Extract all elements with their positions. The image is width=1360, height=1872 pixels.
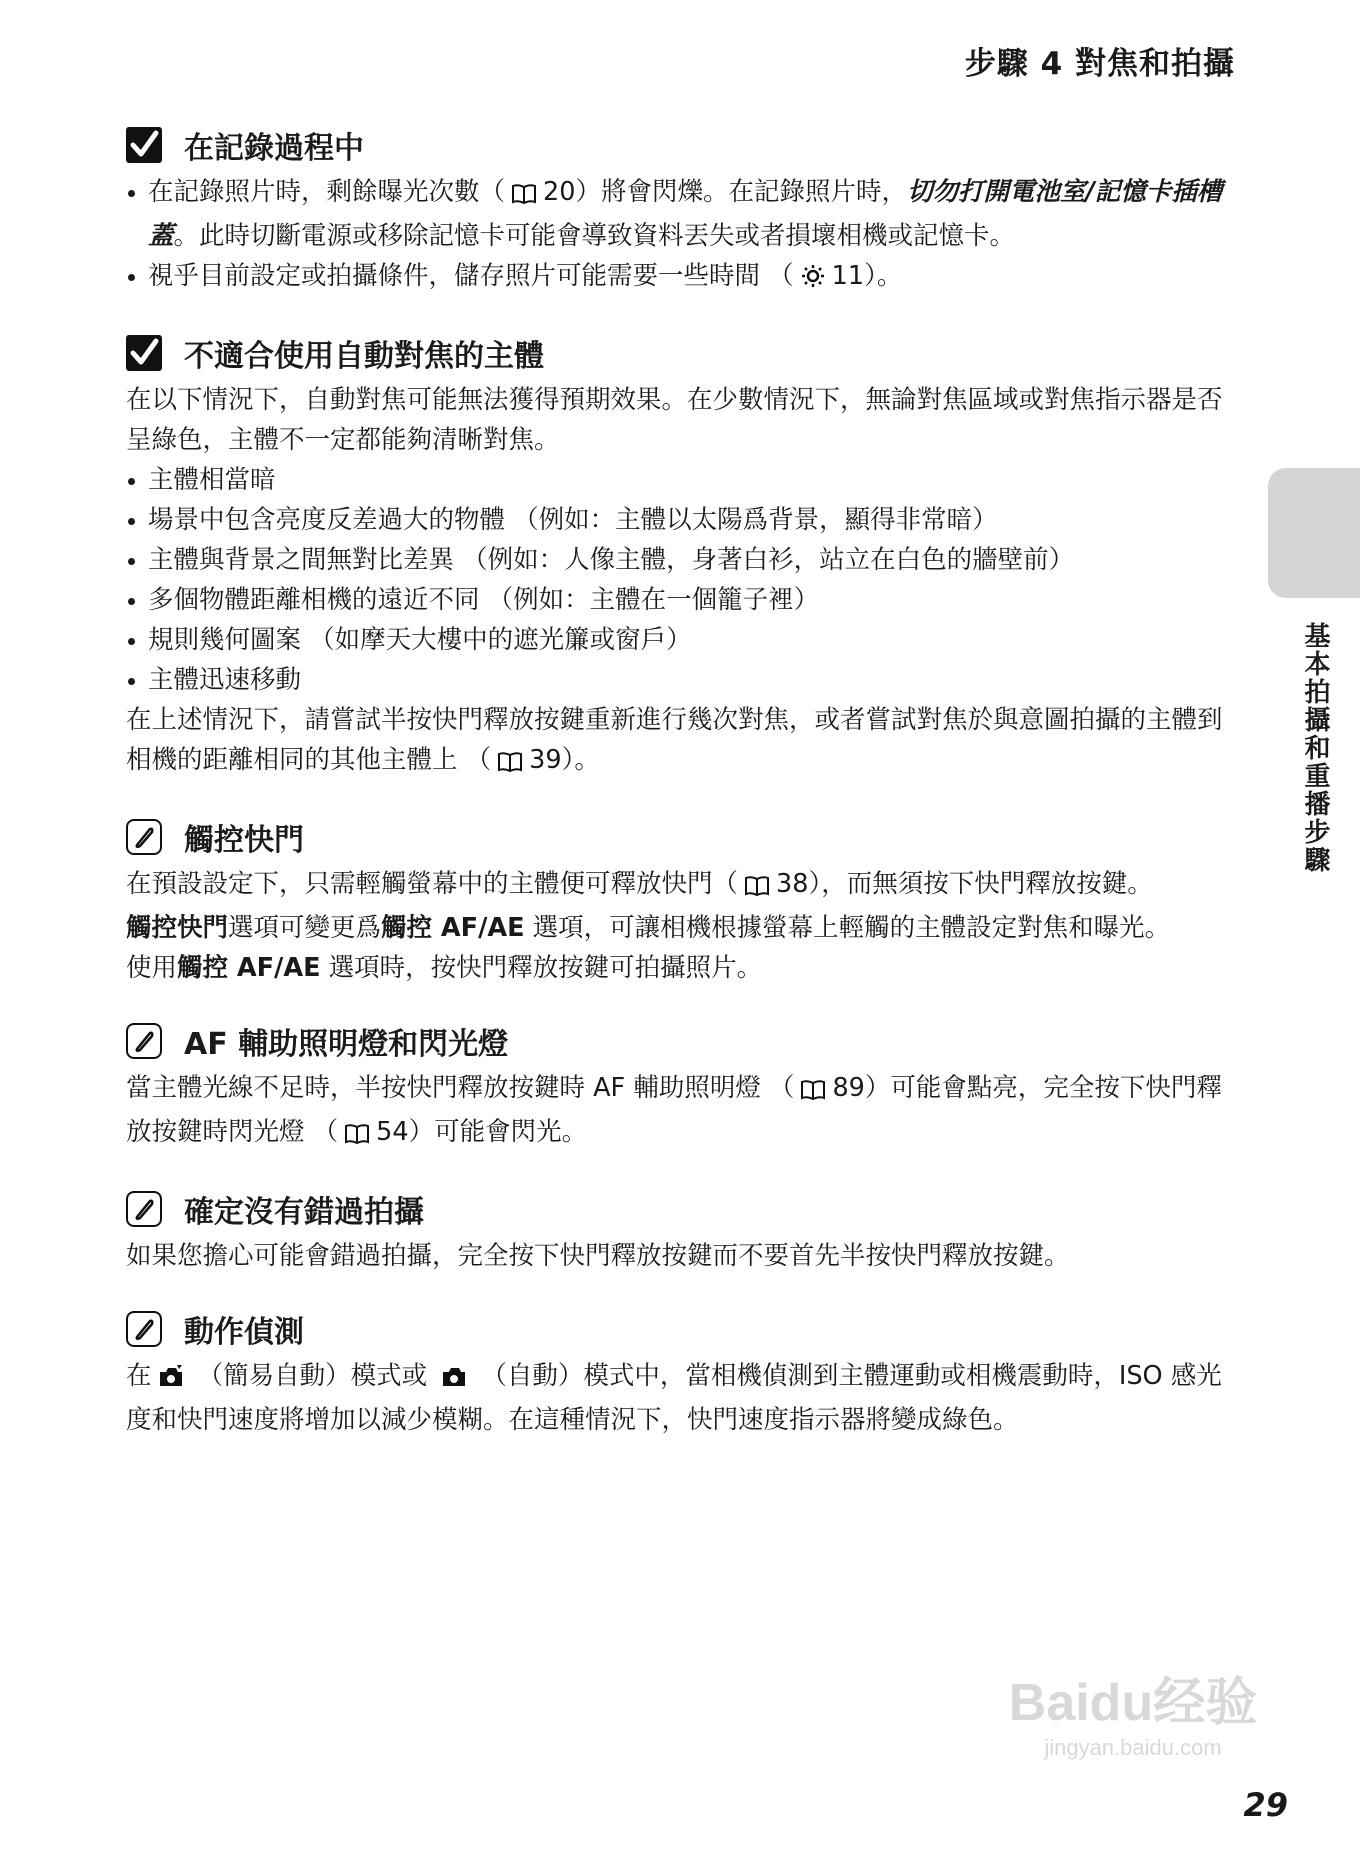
book-reference-icon xyxy=(497,744,523,784)
checkmark-icon xyxy=(126,127,162,163)
list-item: 在記錄照片時，剩餘曝光次數（ 20）將會閃爍。在記錄照片時，切勿打開電池室/記憶卡插槽蓋。此時切斷電源或移除記憶卡可能會導致資料丟失或者損壞相機或記憶卡。 xyxy=(126,172,1236,256)
section-motion-detection xyxy=(126,1306,1236,1440)
section-title: 動作偵測 xyxy=(184,1315,304,1350)
page-number: 29 xyxy=(1243,1786,1288,1824)
section-heading xyxy=(126,1018,1236,1064)
side-tab-marker xyxy=(1268,468,1360,598)
checkmark-icon xyxy=(126,335,162,371)
book-reference-icon xyxy=(344,1116,370,1156)
section-heading xyxy=(126,1306,1236,1352)
section-recording xyxy=(126,122,1236,300)
pencil-note-icon xyxy=(126,819,162,855)
page-header-title: 步驟 4 對焦和拍攝 xyxy=(964,46,1235,82)
watermark-url: jingyan.baidu.com xyxy=(1044,1735,1222,1760)
book-reference-icon xyxy=(800,1072,826,1112)
camera-icon xyxy=(441,1360,467,1400)
section-af-unsuitable xyxy=(126,330,1236,784)
camera-icon xyxy=(158,1360,184,1400)
section-title: 觸控快門 xyxy=(184,823,304,858)
intro-paragraph: 在以下情況下，自動對焦可能無法獲得預期效果。在少數情況下，無論對焦區域或對焦指示器是否呈綠色，主體不一定都能夠清晰對焦。 xyxy=(126,385,1223,455)
watermark xyxy=(998,1660,1268,1780)
bullet-list xyxy=(126,460,1236,700)
list-item: 主體迅速移動 xyxy=(126,660,1236,700)
section-heading xyxy=(126,814,1236,860)
warning-emphasis: 切勿打開電池室/記憶卡插槽蓋 xyxy=(148,177,1223,251)
list-item: 場景中包含亮度反差過大的物體 （例如：主體以太陽爲背景，顯得非常暗） xyxy=(126,500,1236,540)
section-heading xyxy=(126,330,1236,376)
list-item: 主體與背景之間無對比差異 （例如：人像主體，身著白衫，站立在白色的牆壁前） xyxy=(126,540,1236,580)
body-paragraph: 在 （簡易自動）模式或 （自動）模式中，當相機偵測到主體運動或相機震動時，ISO 感光度和快門速度將增加以減少模糊。在這種情況下，快門速度指示器將變成綠色。 xyxy=(126,1361,1222,1435)
tip-icon xyxy=(800,260,826,300)
list-item: 主體相當暗 xyxy=(126,460,1236,500)
book-reference-icon xyxy=(744,868,770,908)
body-paragraph: 當主體光線不足時，半按快門釋放按鍵時 AF 輔助照明燈 （ 89）可能會點亮，完全按下快門釋放按鍵時閃光燈 （ 54）可能會閃光。 xyxy=(126,1068,1236,1156)
book-reference-icon xyxy=(511,176,537,216)
pencil-note-icon xyxy=(126,1191,162,1227)
section-title: 不適合使用自動對焦的主體 xyxy=(184,339,544,374)
list-item: 多個物體距離相機的遠近不同 （例如：主體在一個籠子裡） xyxy=(126,580,1236,620)
pencil-note-icon xyxy=(126,1023,162,1059)
body-paragraph: 如果您擔心可能會錯過拍攝，完全按下快門釋放按鍵而不要首先半按快門釋放按鍵。 xyxy=(126,1241,1070,1271)
section-af-assist xyxy=(126,1018,1236,1156)
section-title: AF 輔助照明燈和閃光燈 xyxy=(184,1027,509,1062)
page-content xyxy=(126,122,1236,1470)
section-heading xyxy=(126,122,1236,168)
section-title: 確定沒有錯過拍攝 xyxy=(184,1195,424,1230)
side-tab-label: 基本拍攝和重播步驟 xyxy=(1300,622,1330,874)
section-touch-shutter xyxy=(126,814,1236,988)
watermark-brand: Baidu经验 xyxy=(1008,1674,1258,1732)
pencil-note-icon xyxy=(126,1311,162,1347)
bullet-list xyxy=(126,172,1236,300)
list-item: 規則幾何圖案 （如摩天大樓中的遮光簾或窗戶） xyxy=(126,620,1236,660)
list-item: 視乎目前設定或拍攝條件，儲存照片可能需要一些時間 （ 11）。 xyxy=(126,256,1236,300)
outro-paragraph: 在上述情況下，請嘗試半按快門釋放按鍵重新進行幾次對焦，或者嘗試對焦於與意圖拍攝的主體到相機的距離相同的其他主體上 （ 39）。 xyxy=(126,700,1236,784)
section-no-miss xyxy=(126,1186,1236,1276)
section-title: 在記錄過程中 xyxy=(184,131,364,166)
section-heading xyxy=(126,1186,1236,1232)
body-paragraph: 在預設設定下，只需輕觸螢幕中的主體便可釋放快門（ 38），而無須按下快門釋放按鍵。 觸控快門選項可變更爲觸控 AF/AE 選項，可讓相機根據螢幕上輕觸的主體設定對焦和曝光。 使用觸控 AF/AE 選項時，按快門釋放按鍵可拍攝照片。 xyxy=(126,869,1171,983)
